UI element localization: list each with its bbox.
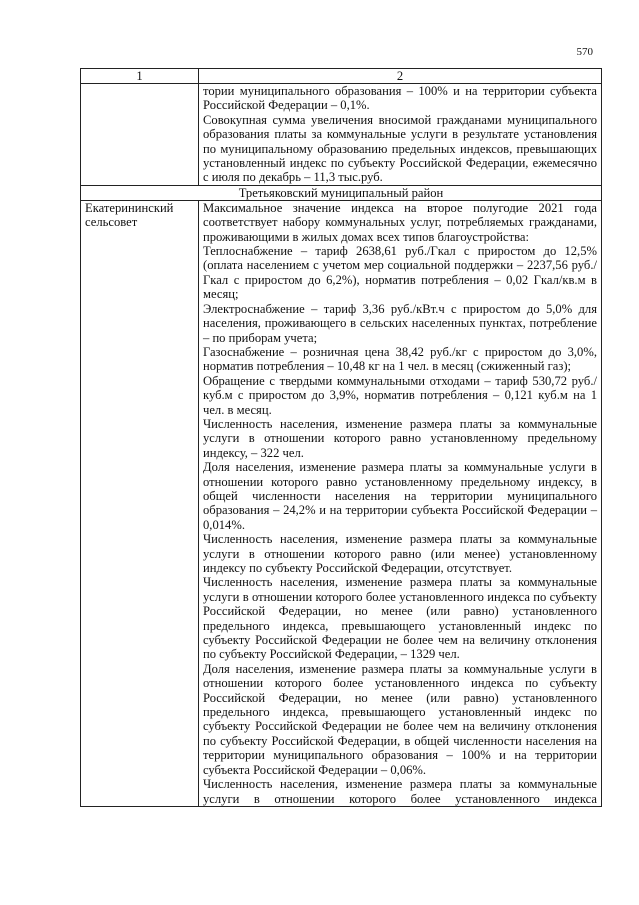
entry-row xyxy=(81,200,602,806)
continuation-row xyxy=(81,84,602,186)
paragraph: Численность населения, изменение размера платы за коммунальные услуги в отношении которого равно (или менее) установленному индексу по субъекту Российской Федерации, отсутствует. xyxy=(203,532,597,575)
paragraph: Численность населения, изменение размера платы за коммунальные услуги в отношении которого более установленного индекса по субъекту Российской Федерации, но менее (или равно) установленного предельного индекса, превышающего установленный индекс по субъекту Российской Федерации не более чем на величину отклонения по субъекту Российской Федерации, – 1329 чел. xyxy=(203,575,597,662)
page-number: 570 xyxy=(576,46,593,58)
paragraph: Газоснабжение – розничная цена 38,42 руб./кг с приростом до 3,0%, норматив потребления – 10,48 кг на 1 чел. в месяц (сжиженный газ); xyxy=(203,344,597,374)
paragraph: Электроснабжение – тариф 3,36 руб./кВт.ч с приростом до 5,0% для населения, проживающего в сельских населенных пунктах, потребление – по приборам учета; xyxy=(203,301,597,345)
table-header-row xyxy=(81,69,602,84)
tariff-table xyxy=(80,68,602,807)
paragraph: Обращение с твердыми коммунальными отходами – тариф 530,72 руб./куб.м с приростом до 3,9%, норматив потребления – 0,121 куб.м на 1 чел. в месяц. xyxy=(203,373,597,417)
paragraph: Максимальное значение индекса на второе полугодие 2021 года соответствует набору коммунальных услуг, потребляемых гражданами, проживающими в жилых домах всех типов благоустройства: xyxy=(203,200,597,244)
paragraph: Численность населения, изменение размера платы за коммунальные услуги в отношении которого более установленного индекса xyxy=(203,777,597,806)
paragraph: Доля населения, изменение размера платы за коммунальные услуги в отношении которого равно установленному предельному индексу, в общей численности населения на территории муниципального образования – 24,2% и на территории субъекта Российской Федерации – 0,014%. xyxy=(203,460,597,532)
paragraph: Численность населения, изменение размера платы за коммунальные услуги в отношении которого равно установленному предельному индексу, – 322 чел. xyxy=(203,416,597,460)
entry-text-cell xyxy=(199,200,602,806)
continuation-name-cell xyxy=(81,84,199,186)
paragraph: Теплоснабжение – тариф 2638,61 руб./Гкал с приростом до 12,5% (оплата населением с учетом мер социальной поддержки – 2237,56 руб./Гкал с приростом до 6,2%), норматив потребления – 0,02 Гкал/кв.м в месяц; xyxy=(203,244,597,302)
header-col-1: 1 xyxy=(81,69,199,84)
continuation-text-cell xyxy=(199,84,602,186)
paragraph: тории муниципального образования – 100% и на территории субъекта Российской Федерации – 0,1%. xyxy=(203,84,597,113)
region-row xyxy=(81,185,602,200)
paragraph: Доля населения, изменение размера платы за коммунальные услуги в отношении которого более установленного индекса по субъекту Российской Федерации, но менее (или равно) установленного предельного индекса, превышающего установленный индекс по субъекту Российской Федерации не более чем на величину отклонения по субъекту Российской Федерации, в общей численности населения на территории муниципального образования – 100% и на территории субъекта Российской Федерации – 0,06%. xyxy=(203,661,597,777)
header-col-2: 2 xyxy=(199,69,602,84)
paragraph: Совокупная сумма увеличения вносимой гражданами муниципального образования платы за коммунальные услуги в результате установления по муниципальному образованию предельных индексов, превышающих установленный индекс по субъекту Российской Федерации, ежемесячно с июля по декабрь – 11,3 тыс.руб. xyxy=(203,112,597,185)
municipality-name: Екатерининский сельсовет xyxy=(81,200,199,806)
region-title: Третьяковский муниципальный район xyxy=(81,185,602,200)
